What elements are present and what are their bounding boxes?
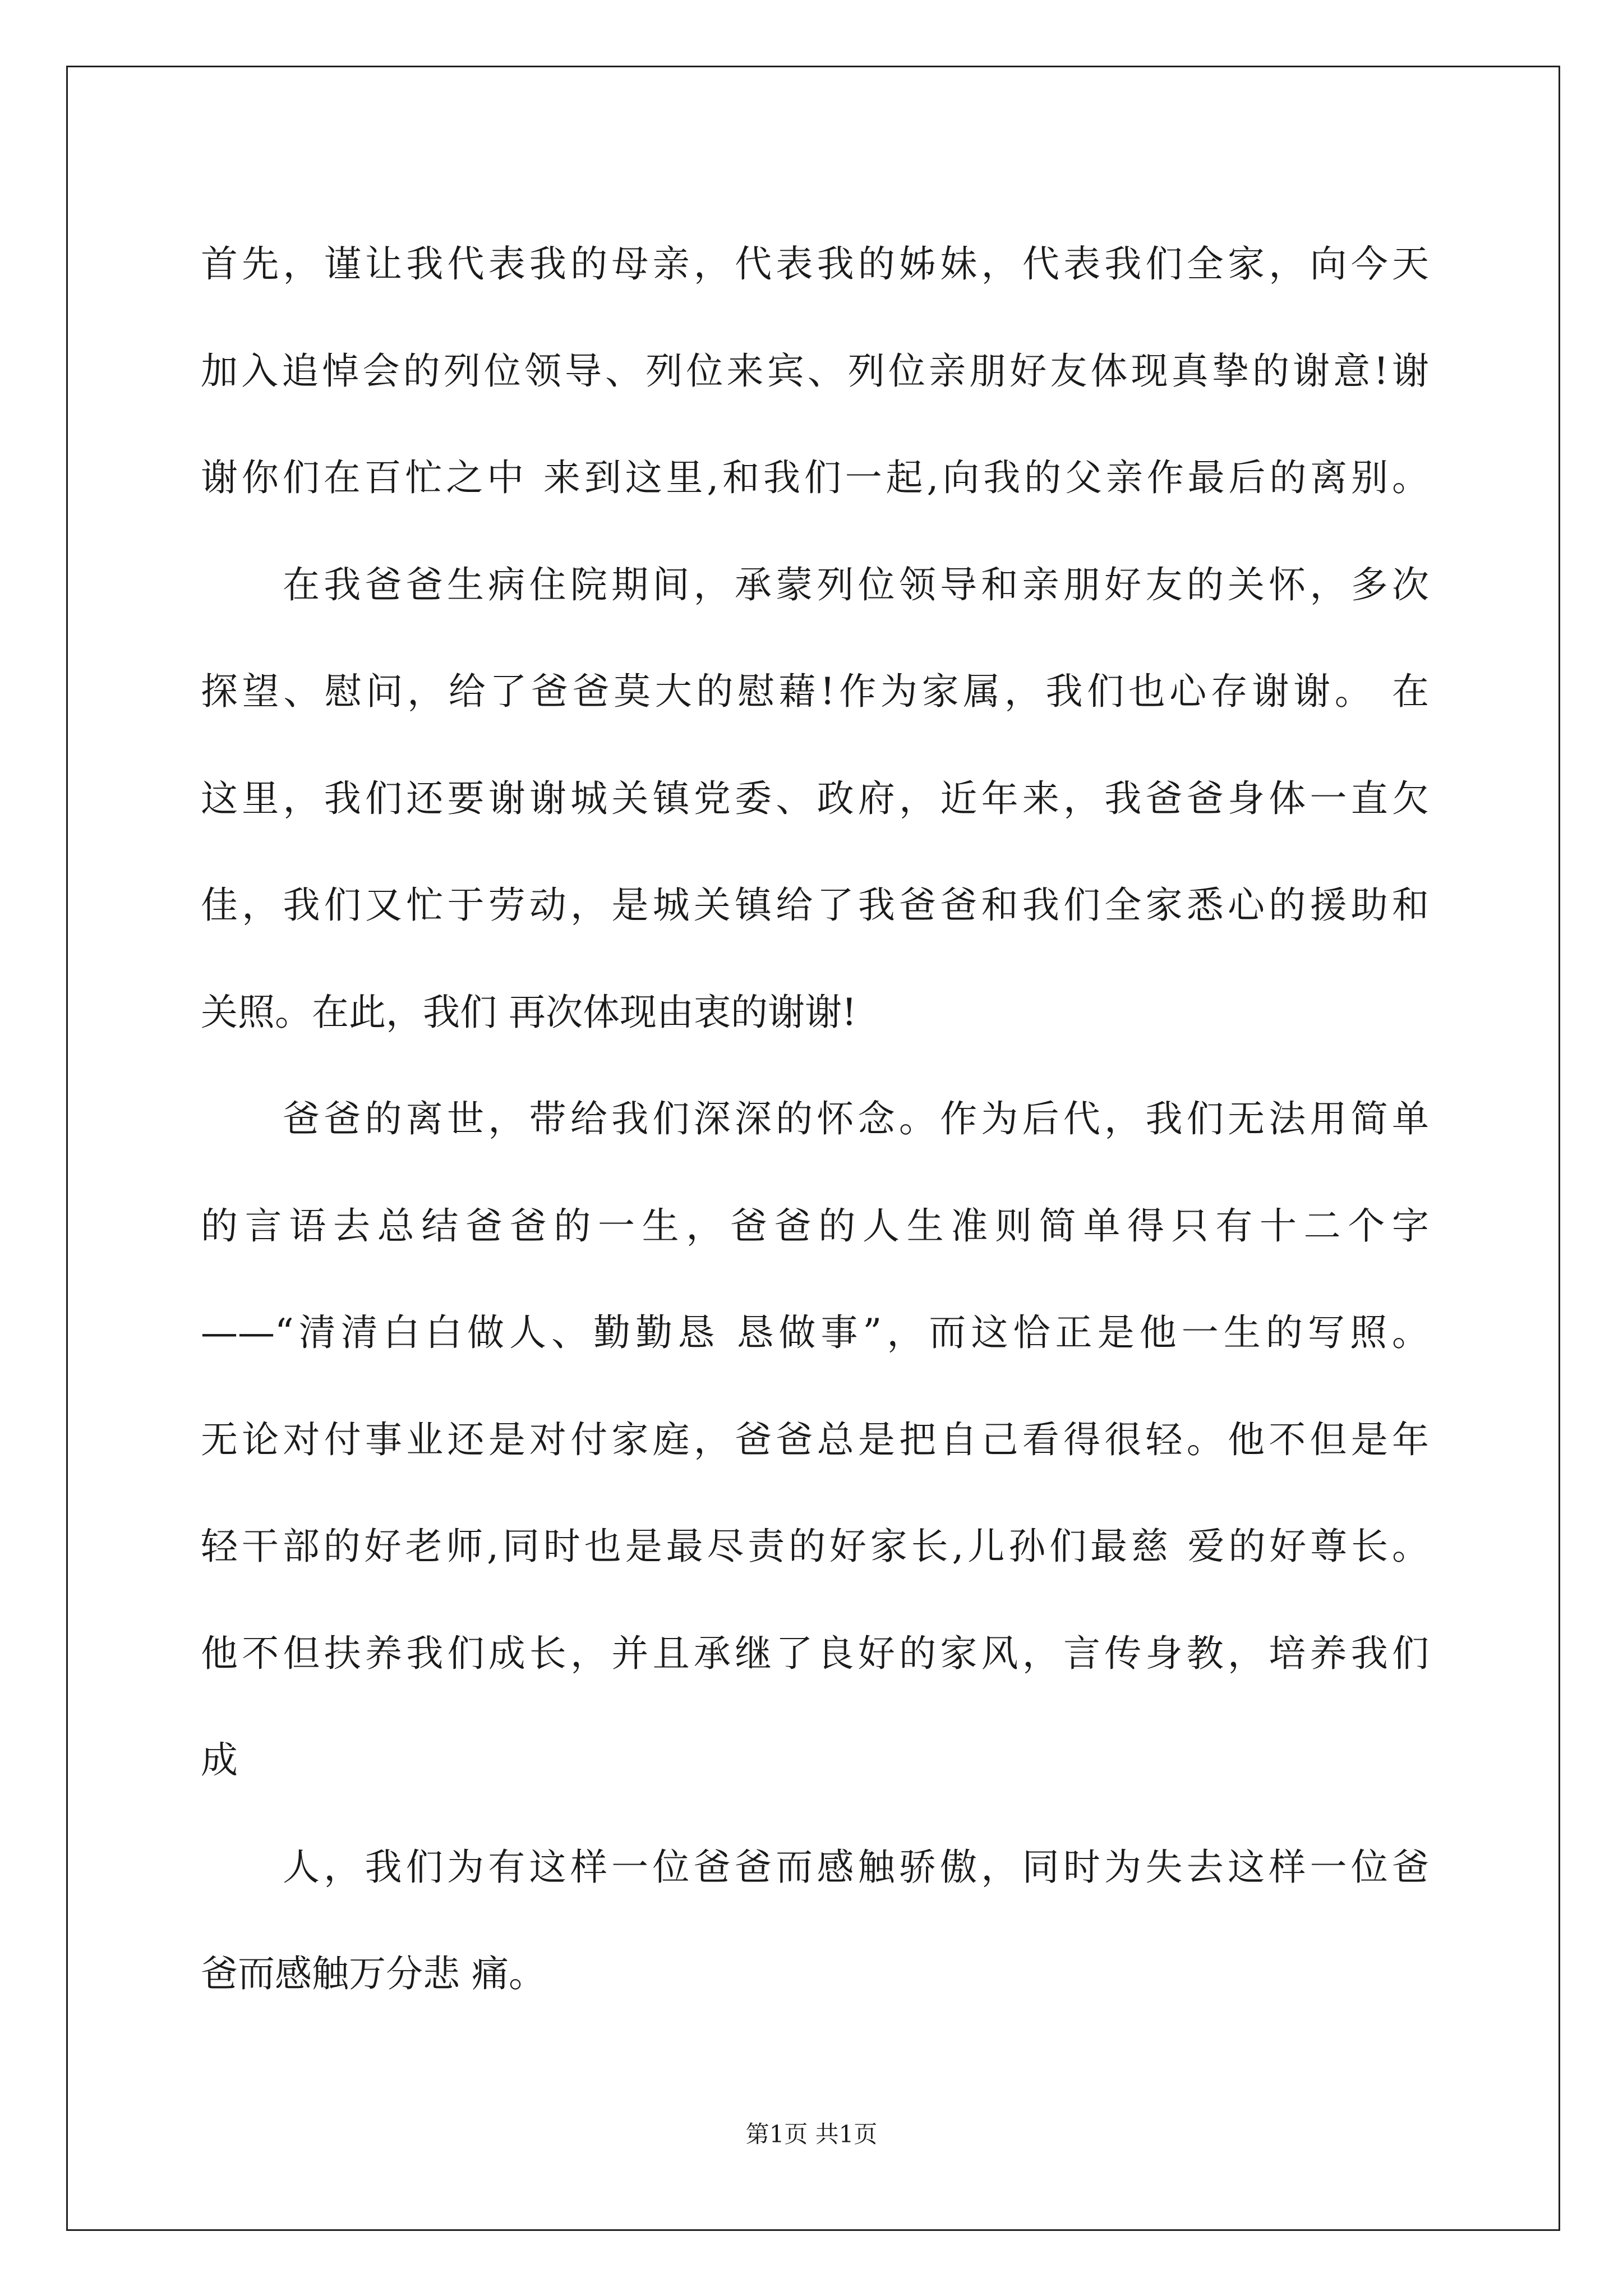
text-line: 成: [201, 1738, 238, 1782]
document-body: [201, 211, 1429, 2028]
paragraph-start-line: 人，我们为有这样一位爸爸而感触骄傲，同时为失去这样一位爸: [283, 1845, 1429, 1889]
text-line: 加入追悼会的列位领导、列位来宾、列位亲朋好友体现真挚的谢意!谢: [201, 349, 1429, 393]
text-line: 的言语去总结爸爸的一生，爸爸的人生准则简单得只有十二个字: [201, 1204, 1429, 1248]
paragraph-start-line: 爸爸的离世，带给我们深深的怀念。作为后代，我们无法用简单: [283, 1097, 1429, 1140]
text-line: 他不但扶养我们成长，并且承继了良好的家风，言传身教，培养我们: [201, 1631, 1429, 1675]
text-line: 谢你们在百忙之中 来到这里,和我们一起,向我的父亲作最后的离别。: [201, 456, 1429, 499]
text-line: 探望、慰问，给了爸爸莫大的慰藉!作为家属，我们也心存谢谢。 在: [201, 670, 1429, 713]
text-line: 轻干部的好老师,同时也是最尽责的好家长,儿孙们最慈 爱的好尊长。: [201, 1525, 1429, 1568]
paragraph-start-line: 在我爸爸生病住院期间，承蒙列位领导和亲朋好友的关怀，多次: [283, 563, 1429, 606]
text-line: 这里，我们还要谢谢城关镇党委、政府，近年来，我爸爸身体一直欠: [201, 776, 1429, 820]
text-line: 无论对付事业还是对付家庭，爸爸总是把自己看得很轻。他不但是年: [201, 1418, 1429, 1461]
page-number-footer: 第1页 共1页: [745, 2120, 878, 2148]
text-line: 关照。在此，我们 再次体现由衷的谢谢!: [201, 990, 857, 1034]
text-line: ——“清清白白做人、勤勤恳 恳做事”，而这恰正是他一生的写照。: [201, 1311, 1429, 1354]
text-line: 爸而感触万分悲 痛。: [201, 1952, 546, 1995]
text-line: 首先，谨让我代表我的母亲，代表我的姊妹，代表我们全家，向今天: [201, 242, 1429, 286]
text-line: 佳，我们又忙于劳动，是城关镇给了我爸爸和我们全家悉心的援助和: [201, 884, 1429, 927]
